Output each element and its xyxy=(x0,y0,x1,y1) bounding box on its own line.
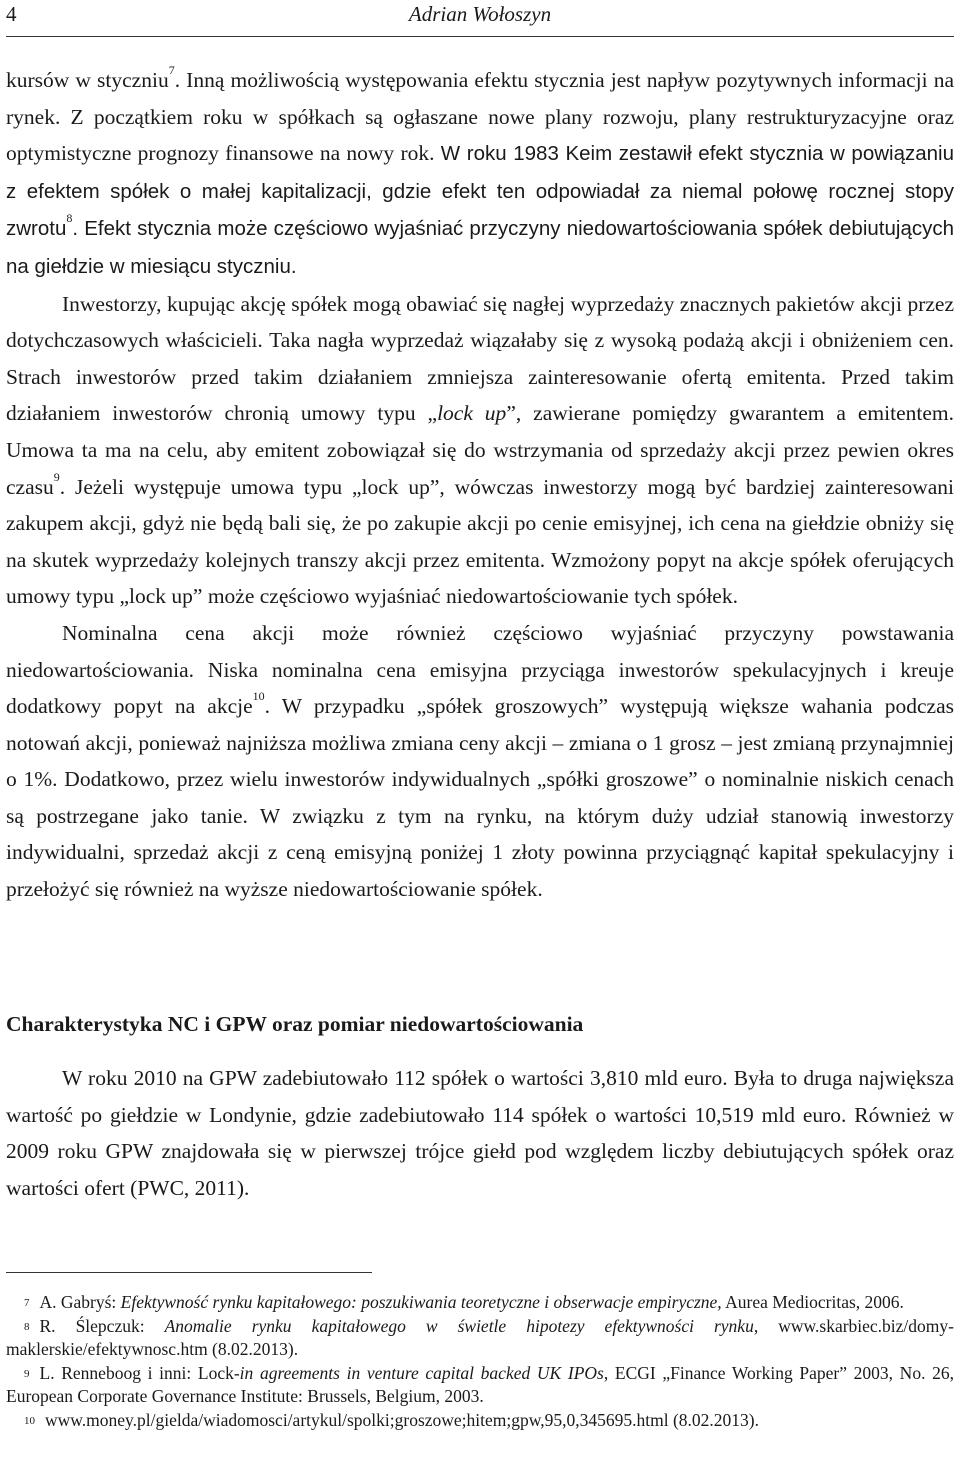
footnote-number: 10 xyxy=(24,1414,35,1427)
footnote-9 xyxy=(6,1362,954,1409)
footnote-title: -in agreements in venture capital backed UK IPOs xyxy=(233,1362,604,1383)
footnote-author: A. Gabryś: xyxy=(39,1292,121,1312)
page-number: 4 xyxy=(6,2,17,26)
footnote-rest: , www.skarbiec.biz/domy-maklerskie/efektywnosc.htm (8.02.2013). xyxy=(6,1315,954,1359)
footnote-author: L. Renneboog i inni: Lock xyxy=(39,1362,234,1383)
footnote-rule xyxy=(6,1272,372,1273)
text-run-sans: . Efekt stycznia może częściowo wyjaśniać przyczyny niedowartościowania spółek debiutujących na giełdzie w miesiącu styczniu. xyxy=(6,217,954,278)
footnote-rest: , ECGI „Finance Working Paper” 2003, No. 26, European Corporate Governance Institute: Brussels, Belgium, 2003. xyxy=(6,1362,954,1406)
paragraph-lock-up xyxy=(6,286,954,615)
main-text xyxy=(6,62,954,908)
footnote-rest: www.money.pl/gielda/wiadomosci/artykul/spolki;groszowe;hitem;gpw,95,0,345695.html (8.02.2013). xyxy=(45,1409,760,1430)
footnote-title: Efektywność rynku kapitałowego: poszukiwania teoretyczne i obserwacje empiryczne, xyxy=(120,1292,722,1312)
text-run-italic: lock up xyxy=(437,401,507,426)
footnote-ref-8: 8 xyxy=(66,211,73,226)
footnote-ref-10: 10 xyxy=(252,689,265,704)
footnotes xyxy=(6,1291,954,1432)
footnote-rest: Aurea Mediocritas, 2006. xyxy=(721,1292,904,1312)
header-rule xyxy=(6,36,954,37)
text-run: . Inną możliwością występowania efektu stycznia jest napływ pozytywnych informacji na rynek. Z początkiem roku w spółkach są ogłaszane nowe plany rozwoju, plany restrukturyzacyjne oraz optymistyczne prognozy finansowe na nowy rok. xyxy=(6,68,954,166)
text-run: . Jeżeli występuje umowa typu „lock up”, wówczas inwestorzy mogą być bardziej zainteresowani zakupem akcji, gdyż nie będą bali się, że po zakupie akcji po cenie emisyjnej, ich cena na giełdzie obniży się na skutek wyprzedaży kolejnych transzy akcji przez emitenta. Wzmożony popyt na akcje spółek oferujących umowy typu „lock up” może częściowo wyjaśniać niedowartościowanie tych spółek. xyxy=(6,474,954,609)
paragraph-january-effect xyxy=(6,62,954,286)
running-head-author: Adrian Wołoszyn xyxy=(408,2,552,26)
section-text xyxy=(6,1060,954,1206)
footnote-8 xyxy=(6,1315,954,1362)
text-run: ”, zawierane pomiędzy gwarantem a emitentem. Umowa ta ma na celu, aby emitent zobowiązał się do wstrzymania od sprzedaży akcji przez pewien okres czasu xyxy=(6,401,954,499)
text-run: kursów w styczniu xyxy=(6,68,169,92)
text-run: . W przypadku „spółek groszowych” występują większe wahania podczas notowań akcji, ponieważ najniższa możliwa zmiana ceny akcji – zmiana o 1 grosz – jest zmianą przynajmniej o 1%. Dodatkowo, przez wielu inwestorów indywidualnych „spółki groszowe” o nominalnie niskich cenach są postrzegane jako tanie. W związku z tym na rynku, na którym duży udział stanowią inwestorzy indywidualni, sprzedaż akcji z ceną emisyjną poniżej 1 złoty powinna przyciągnąć kapitał spekulacyjny i przełożyć się również na wyższe niedowartościowanie spółek. xyxy=(6,694,954,902)
footnote-number: 9 xyxy=(24,1367,30,1380)
footnote-ref-9: 9 xyxy=(53,469,60,484)
paragraph-gpw: W roku 2010 na GPW zadebiutowało 112 spółek o wartości 3,810 mld euro. Była to druga największa wartość po giełdzie w Londynie, gdzie zadebiutowało 114 spółek o wartości 10,519 mld euro. Również w 2009 roku GPW znajdowała się w pierwszej trójce giełd pod względem liczby debiutujących spółek oraz wartości ofert (PWC, 2011). xyxy=(6,1066,954,1200)
footnote-title: Anomalie rynku kapitałowego w świetle hipotezy efektywności rynku xyxy=(164,1315,754,1336)
text-run: Inwestorzy, kupując akcję spółek mogą obawiać się nagłej wyprzedaży znacznych pakietów akcji przez dotychczasowych właścicieli. Taka nagła wyprzedaż wiązałaby się z wysoką podażą akcji i obniżeniem cen. Strach inwestorów przed takim działaniem zmniejsza zainteresowanie ofertą emitenta. Przed takim działaniem inwestorów chronią umowy typu „ xyxy=(6,291,954,426)
text-run-sans: W roku 1983 Keim zestawił efekt stycznia w powiązaniu z efektem spółek o małej kapitalizacji, gdzie efekt ten odpowiadał za niemal połowę rocznej stopy zwrotu xyxy=(6,142,954,241)
page-header xyxy=(6,0,954,32)
paragraph-nominal-price xyxy=(6,615,954,908)
footnote-ref-7: 7 xyxy=(168,63,175,77)
footnote-7 xyxy=(6,1291,954,1315)
text-run: Nominalna cena akcji może również częściowo wyjaśniać przyczyny powstawania niedowartościowania. Niska nominalna cena emisyjna przyciąga inwestorów spekulacyjnych i kreuje dodatkowy popyt na akcje xyxy=(6,620,954,719)
footnote-number: 8 xyxy=(24,1320,30,1333)
footnote-number: 7 xyxy=(24,1297,30,1309)
footnote-author: R. Ślepczuk: xyxy=(39,1315,165,1336)
section-heading: Charakterystyka NC i GPW oraz pomiar niedowartościowania xyxy=(6,1012,584,1036)
footnote-10 xyxy=(6,1409,954,1433)
